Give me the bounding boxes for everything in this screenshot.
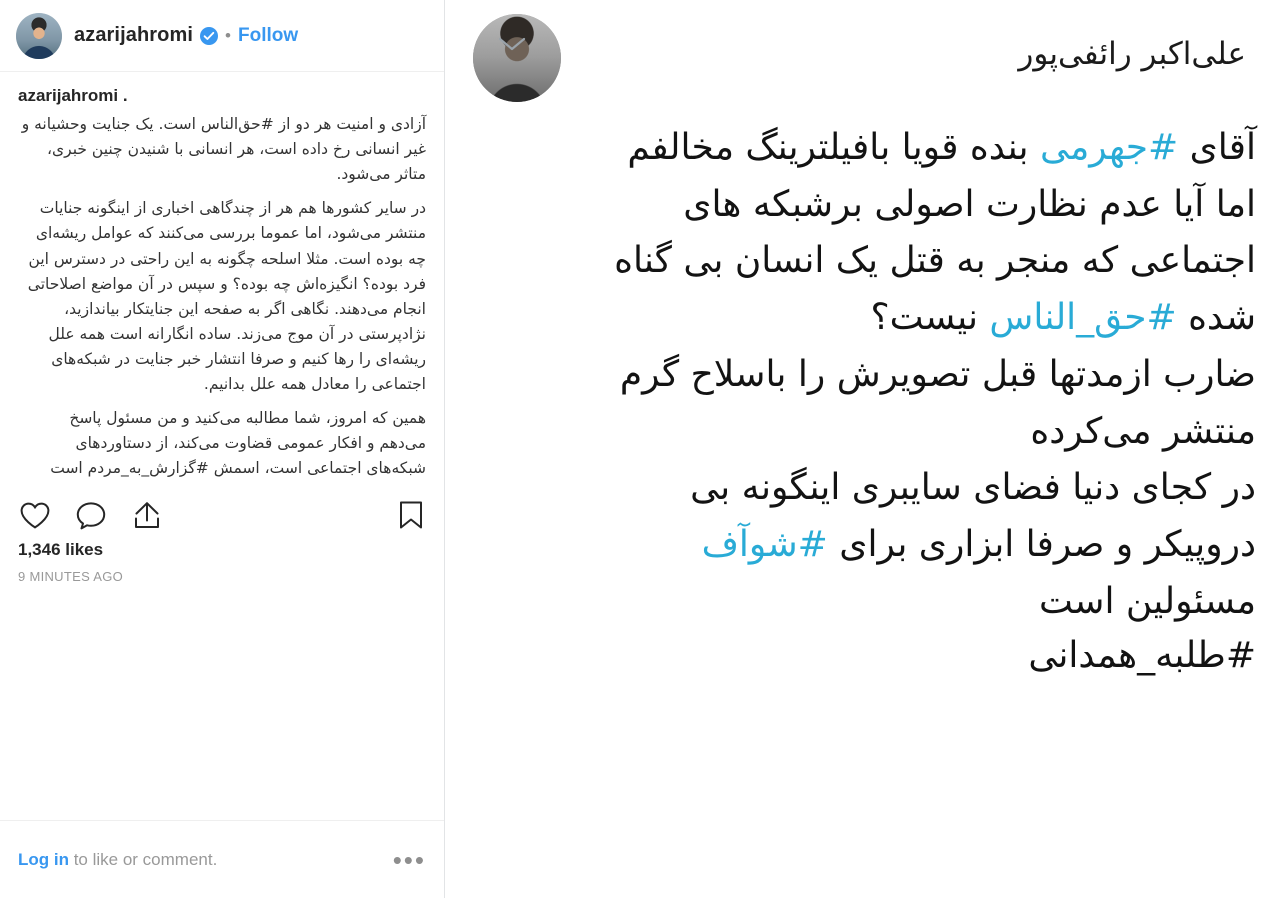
caption-paragraph: در سایر کشورها هم هر از چندگاهی اخباری از اینگونه جنایات منتشر می‌شود، اما عموما بررسی می‌کنند که عوامل ریشه‌ای چه بوده است. مثلا اسلحه چگونه به این راحتی در دسترس این فرد بوده؟ انگیزه‌اش چه بوده؟ و سپس در آن مواضع اصلاحاتی انجام می‌دهند. نگاهی اگر به صفحه این جنایتکار بیاندازید، نژادپرستی در آن موج می‌زند. ساده انگارانه است همه علل ریشه‌ای را رها کنیم و صرفا انتشار خبر جنایت در شبکه‌های اجتماعی را معادل همه علل بدانیم. — [27, 199, 426, 394]
post-text-span: ضارب ازمدتها قبل تصویرش را باسلاح گرم — [619, 353, 1256, 395]
caption-author-suffix: . — [122, 86, 128, 105]
comment-bubble-icon[interactable] — [74, 498, 108, 532]
user-avatar-photo — [473, 14, 561, 102]
instagram-post-header — [0, 0, 444, 72]
post-text-span: شده — [1176, 297, 1256, 339]
post-line — [469, 348, 1256, 403]
post-text-span: آقای — [1178, 127, 1256, 168]
follow-button[interactable]: Follow — [237, 24, 299, 46]
login-link[interactable]: Log in — [18, 849, 69, 869]
bookmark-icon[interactable] — [396, 498, 426, 532]
post-text-span: مسئولین است — [1038, 580, 1256, 622]
caption-block — [0, 72, 444, 482]
caption-text — [18, 112, 426, 482]
verified-badge-icon — [200, 27, 218, 45]
login-footer — [0, 820, 444, 898]
caption-author-username[interactable]: azarijahromi — [18, 86, 119, 105]
post-line — [469, 461, 1256, 516]
post-line — [469, 405, 1256, 460]
profile-photo[interactable] — [16, 13, 62, 59]
post-text-span: بنده قویا بافیلترینگ مخالفم — [627, 127, 1041, 168]
post-text-span: منتشر می‌کرده — [1030, 410, 1256, 452]
ellipsis-icon[interactable]: ••• — [392, 844, 426, 875]
login-prompt — [18, 850, 217, 870]
post-author-name: علی‌اکبر رائفی‌پور — [1018, 36, 1246, 72]
hashtag-jahromi[interactable]: #جهرمی — [1040, 127, 1179, 168]
likes-count: 1,346 likes — [18, 539, 104, 559]
login-prompt-rest: to like or comment. — [68, 849, 218, 869]
caption-author — [18, 86, 426, 106]
post-text-span: نیست؟ — [870, 297, 990, 339]
hashtag-haghonnas[interactable]: #حق_الناس — [989, 297, 1177, 339]
share-icon[interactable] — [130, 498, 164, 532]
hashtag-showoff[interactable]: #شوآف — [701, 524, 828, 566]
post-header — [445, 0, 1280, 115]
profile-username[interactable]: azarijahromi — [74, 24, 194, 46]
post-text-span: اما آیا عدم نظارت اصولی برشبکه های — [683, 183, 1256, 225]
post-text-span: اجتماعی که منجر به قتل یک انسان بی گناه — [614, 240, 1256, 282]
post-text-span: دروپیکر و صرفا ابزاری برای — [827, 524, 1256, 566]
post-line — [469, 575, 1256, 630]
post-line — [469, 178, 1256, 233]
post-line — [469, 518, 1256, 573]
telegram-post-pane — [445, 0, 1280, 898]
hashtag-talabe-hamedani[interactable]: #طلبه_همدانی — [1028, 635, 1256, 677]
post-text-body — [445, 115, 1280, 684]
post-actions-bar — [0, 482, 444, 538]
post-text-span: در کجای دنیا فضای سایبری اینگونه بی — [690, 467, 1256, 509]
heart-icon[interactable] — [18, 498, 52, 532]
post-line — [469, 291, 1256, 346]
instagram-embed-pane — [0, 0, 444, 898]
chevron-down-icon[interactable] — [497, 34, 527, 54]
caption-paragraph: آزادی و امنیت هر دو از #حق‌الناس است. یک جنایت وحشیانه و غیر انسانی رخ داده است، هر انسانی با شنیدن چنین خبری، متاثر می‌شود. — [21, 115, 426, 184]
caption-paragraph: همین که امروز، شما مطالبه می‌کنید و من مسئول پاسخ می‌دهم و افکار عمومی قضاوت می‌کند، از دستاورد‌های شبکه‌های اجتماعی است، اسمش #گزارش_به_مردم است — [50, 409, 426, 478]
header-separator: • — [225, 25, 231, 45]
post-line — [469, 234, 1256, 289]
post-line — [469, 121, 1256, 176]
post-timestamp: 9 MINUTES AGO — [18, 568, 124, 584]
